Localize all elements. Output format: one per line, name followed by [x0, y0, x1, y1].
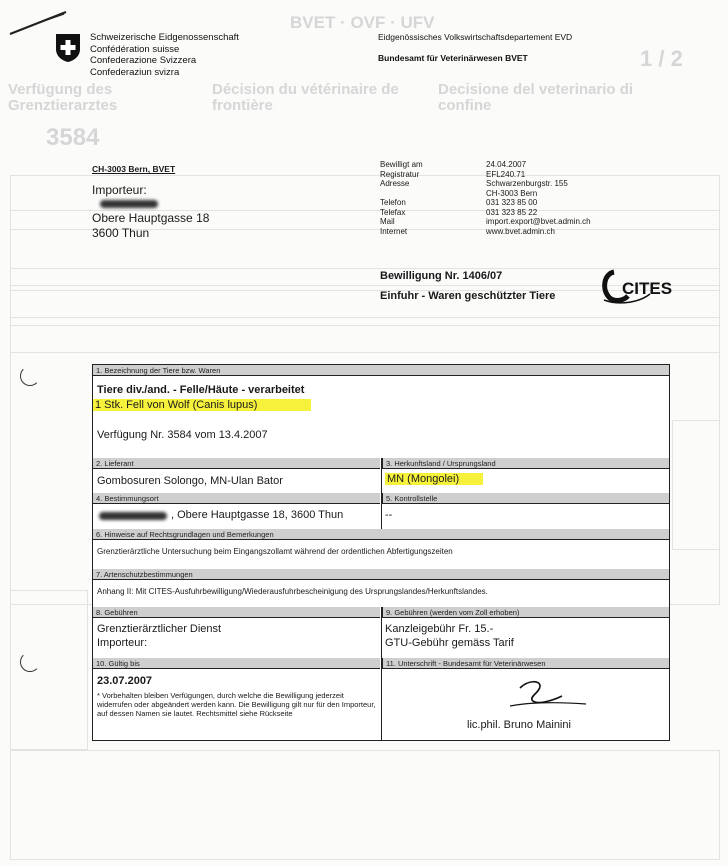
- svg-text:CITES: CITES: [622, 279, 672, 298]
- field-8-service: Grenztierärztlicher Dienst: [97, 623, 222, 635]
- contact-row: Registratur EFL240.71: [380, 169, 526, 179]
- divider: [381, 607, 382, 741]
- field-11-signer: lic.phil. Bruno Mainini: [467, 719, 571, 731]
- ghost-title-de: Verfügung des Grenztierarztes: [8, 81, 118, 114]
- department-name: Eidgenössisches Volkswirtschaftsdepartement EVD: [378, 32, 573, 42]
- ghost-footer-block: [10, 750, 720, 860]
- importer-city: 3600 Thun: [92, 226, 150, 240]
- contact-row: Internet www.bvet.admin.ch: [380, 226, 555, 236]
- field-10-note: * Vorbehalten bleiben Verfügungen, durch welche die Bewilligung jederzeit widerrufen oder abgeändert werden kann. Die Bewilligung gilt nur für den Importeur, auf dessen Namen sie lautet. Rechtsmittel siehe Rückseite: [97, 691, 376, 718]
- signature-mark: [510, 674, 590, 714]
- permit-number: Bewilligung Nr. 1406/07: [380, 270, 503, 282]
- ghost-heading: BVET · OVF · UFV: [290, 13, 435, 32]
- ghost-side-column: [10, 590, 88, 750]
- field-1-goods: Tiere div./and. - Felle/Häute - verarbeitet: [97, 384, 305, 396]
- field-9-fee: Kanzleigebühr Fr. 15.-: [385, 623, 494, 635]
- confederation-names: [90, 32, 239, 78]
- swiss-crest-icon: [55, 33, 81, 63]
- confederation-line: Schweizerische Eidgenossenschaft: [90, 32, 239, 43]
- confederation-line: Confédération suisse: [90, 43, 180, 55]
- pen-stroke-mark: [8, 8, 68, 36]
- contact-row: Telefon 031 323 85 00: [380, 198, 538, 207]
- confederation-line: Confederazione Svizzera: [90, 55, 197, 66]
- contact-row: Bewilligt am 24.04.2007: [380, 160, 527, 169]
- redacted-name: [99, 512, 167, 520]
- field-3-country: MN (Mongolei): [385, 473, 483, 485]
- permit-type: Einfuhr - Waren geschützter Tiere: [380, 290, 556, 302]
- contact-row: Telefax 031 323 85 22: [380, 207, 538, 217]
- ghost-title-fr: Décision du vétérinaire de frontière: [212, 81, 399, 114]
- punch-hole-icon: [20, 652, 40, 672]
- ghost-page-indicator: 1 / 2: [640, 46, 683, 71]
- field-6-remarks: Grenztierärztliche Untersuchung beim Eingangszollamt während der ordentlichen Abfertigungszeiten: [97, 547, 453, 556]
- field-1-item: 1 Stk. Fell von Wolf (Canis lupus): [93, 399, 311, 411]
- field-5-control: --: [385, 509, 393, 521]
- ghost-doc-number: 3584: [46, 124, 100, 151]
- field-1-label: 1. Bezeichnung der Tiere bzw. Waren: [93, 365, 669, 376]
- field-7-label: 7. Artenschutzbestimmungen: [93, 569, 669, 580]
- importer-street: Obere Hauptgasse 18: [92, 211, 210, 225]
- field-4-label: 4. Bestimmungsort: [93, 493, 380, 504]
- contact-row: Adresse Schwarzenburgstr. 155: [380, 179, 568, 188]
- contact-row: Mail import.export@bvet.admin.ch: [380, 217, 591, 226]
- field-11-label: 11. Unterschrift - Bundesamt für Veterinärwesen: [382, 658, 669, 669]
- field-10-valid-until: 23.07.2007: [97, 675, 153, 687]
- field-10-label: 10. Gültig bis: [93, 658, 380, 669]
- field-6-label: 6. Hinweise auf Rechtsgrundlagen und Bemerkungen: [93, 529, 669, 540]
- field-5-label: 5. Kontrollstelle: [382, 493, 669, 504]
- field-8-importer: Importeur:: [97, 637, 148, 649]
- office-name: Bundesamt für Veterinärwesen BVET: [378, 53, 528, 63]
- field-2-label: 2. Lieferant: [93, 458, 380, 469]
- ghost-title-it: Decisione del veterinario di confine: [438, 81, 634, 114]
- field-4-destination: , Obere Hauptgasse 18, 3600 Thun: [171, 509, 344, 521]
- contact-table: [380, 160, 656, 236]
- field-9-label: 9. Gebühren (werden vom Zoll erhoben): [382, 607, 669, 618]
- divider: [381, 458, 382, 529]
- field-2-supplier: Gombosuren Solongo, MN-Ulan Bator: [97, 475, 283, 487]
- field-7-protection: Anhang II: Mit CITES-Ausfuhrbewilligung/Wiederausfuhrbescheinigung des Ursprungslandes/Herkunftslandes.: [97, 587, 488, 596]
- cites-logo: [600, 266, 672, 308]
- field-3-label: 3. Herkunftsland / Ursprungsland: [382, 458, 669, 469]
- field-9-tariff: GTU-Gebühr gemäss Tarif: [385, 637, 514, 649]
- contact-row: CH-3003 Bern: [486, 188, 538, 198]
- ghost-row: [10, 325, 720, 353]
- confederation-line: Confederaziun svizra: [90, 66, 180, 78]
- redacted-name: [100, 200, 158, 208]
- ghost-right-column: [672, 420, 720, 550]
- field-1-decision: Verfügung Nr. 3584 vom 13.4.2007: [97, 429, 268, 441]
- importer-label: Importeur:: [92, 183, 147, 197]
- punch-hole-icon: [20, 366, 40, 386]
- field-8-label: 8. Gebühren: [93, 607, 380, 618]
- sender-line: CH-3003 Bern, BVET: [92, 164, 176, 174]
